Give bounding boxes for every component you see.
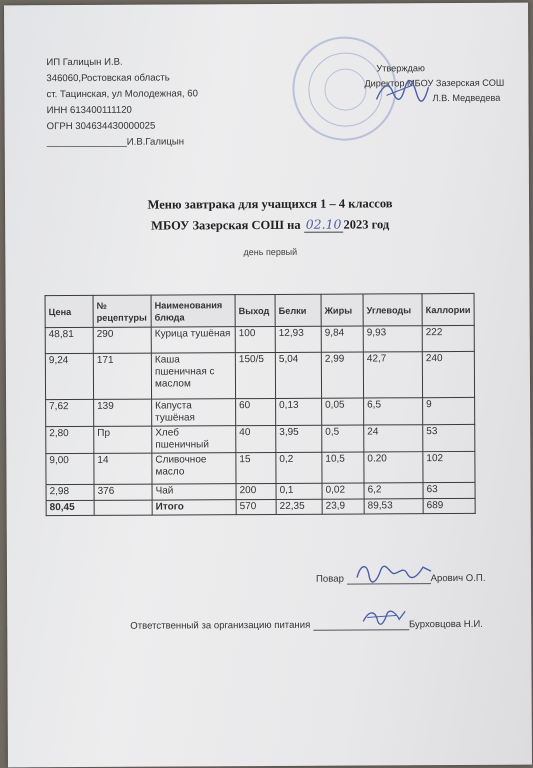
table-row <box>45 325 474 353</box>
portion-cell: 40 <box>236 425 276 452</box>
calories-cell: 9 <box>423 397 475 424</box>
total-protein-cell: 22,35 <box>276 499 322 514</box>
column-header: Углеводы <box>363 294 422 326</box>
portion-cell: 150/5 <box>235 352 275 398</box>
dish-cell: Чай <box>152 484 236 500</box>
table-row <box>46 397 475 426</box>
column-header: Жиры <box>321 294 363 326</box>
protein-cell: 0,2 <box>276 452 322 483</box>
calories-cell: 63 <box>423 482 475 498</box>
director-signature <box>372 77 432 107</box>
carbs-cell: 0.20 <box>364 452 423 483</box>
table-row <box>46 424 475 453</box>
dish-cell: Курица тушёная <box>151 327 235 353</box>
column-header: Выход <box>235 294 275 326</box>
price-cell: 9,00 <box>46 453 94 484</box>
total-portion-cell: 570 <box>236 499 276 514</box>
price-cell: 9,24 <box>45 353 93 399</box>
total-calories-cell: 689 <box>423 498 475 513</box>
recipe-cell: 139 <box>94 399 152 426</box>
year: 2023 год <box>343 217 390 232</box>
menu-title: Меню завтрака для учащихся 1 – 4 классов <box>147 196 393 212</box>
issuer-details <box>46 54 198 151</box>
protein-cell: 3,95 <box>276 425 322 452</box>
table-header-row <box>45 293 474 327</box>
menu-table <box>45 293 476 516</box>
carbs-cell: 6,2 <box>364 483 423 499</box>
column-header: Каллории <box>422 293 474 325</box>
total-row <box>46 498 475 515</box>
carbs-cell: 9,93 <box>363 326 422 352</box>
column-header: Наименования блюда <box>151 295 235 327</box>
menu-title-line2 <box>5 216 532 235</box>
portion-cell: 100 <box>235 326 275 352</box>
recipe-cell: Пр <box>94 426 152 453</box>
fat-cell: 0,05 <box>322 398 364 425</box>
dish-cell: Каша пшеничная с маслом <box>151 353 235 399</box>
calories-cell: 53 <box>423 424 475 451</box>
calories-cell: 102 <box>423 451 475 482</box>
column-header: Белки <box>275 294 321 326</box>
issuer-signature-line: _______________И.В.Галицын <box>46 136 185 149</box>
approver-name: Л.В. Медведева <box>432 92 501 104</box>
calories-cell: 240 <box>422 351 474 397</box>
issuer-line: ИНН 613400111120 <box>46 104 132 117</box>
calories-cell: 222 <box>422 325 474 351</box>
cook-label: Повар <box>315 573 344 585</box>
column-header: № рецептуры <box>93 295 151 327</box>
fat-cell: 2,99 <box>321 352 363 398</box>
responsible-name: Бурховцова Н.И. <box>408 618 483 631</box>
fat-cell: 0,02 <box>322 483 364 499</box>
carbs-cell: 6,5 <box>364 398 423 425</box>
protein-cell: 0,1 <box>276 483 322 499</box>
responsible-signature-line <box>130 619 483 632</box>
recipe-cell: 171 <box>93 353 151 399</box>
responsible-label: Ответственный за организацию питания <box>130 619 311 632</box>
dish-cell: Капуста тушёная <box>152 399 236 426</box>
recipe-cell: 376 <box>94 484 152 500</box>
price-cell: 2,80 <box>46 426 94 453</box>
protein-cell: 0,13 <box>276 398 322 425</box>
recipe-cell: 14 <box>94 453 152 484</box>
total-carbs-cell: 89,53 <box>364 499 423 514</box>
total-price-cell: 80,45 <box>46 500 94 515</box>
portion-cell: 200 <box>236 483 276 499</box>
approve-label: Утверждаю <box>376 63 425 74</box>
responsible-signature <box>359 605 409 631</box>
issuer-line: ОГРН 304634430000025 <box>46 120 156 133</box>
issuer-line: ИП Галицын И.В. <box>46 56 123 69</box>
issuer-line: 346060,Ростовская область <box>46 72 170 85</box>
issuer-line: ст. Тацинская, ул Молодежная, 60 <box>46 88 198 101</box>
carbs-cell: 42,7 <box>363 352 422 398</box>
table-row <box>46 451 475 484</box>
fat-cell: 0,5 <box>322 425 364 452</box>
fat-cell: 10,5 <box>322 452 364 483</box>
protein-cell: 5,04 <box>275 352 321 398</box>
cook-signature <box>353 559 435 585</box>
fat-cell: 9,84 <box>321 326 363 352</box>
recipe-cell: 290 <box>93 327 151 353</box>
price-cell: 7,62 <box>46 399 94 426</box>
total-label-cell: Итого <box>152 500 236 515</box>
dish-cell: Сливочное масло <box>152 453 236 484</box>
protein-cell: 12,93 <box>275 326 321 352</box>
portion-cell: 60 <box>236 398 276 425</box>
carbs-cell: 24 <box>364 425 423 452</box>
handwritten-date: 02.10 <box>304 217 344 233</box>
document-page <box>4 3 532 768</box>
price-cell: 48,81 <box>45 327 93 353</box>
approver-position: Директор МБОУ Зазерская СОШ <box>364 77 505 89</box>
total-fat-cell: 23,9 <box>322 499 364 514</box>
dish-cell: Хлеб пшеничный <box>152 426 236 453</box>
column-header: Цена <box>45 295 93 327</box>
table-row <box>45 351 474 399</box>
cook-name: Арович О.П. <box>430 572 486 585</box>
day-label: день первый <box>243 246 298 258</box>
portion-cell: 15 <box>236 452 276 483</box>
price-cell: 2,98 <box>46 484 94 500</box>
school-name: МБОУ Зазерская СОШ на <box>151 217 301 233</box>
total-empty-cell <box>94 500 152 515</box>
